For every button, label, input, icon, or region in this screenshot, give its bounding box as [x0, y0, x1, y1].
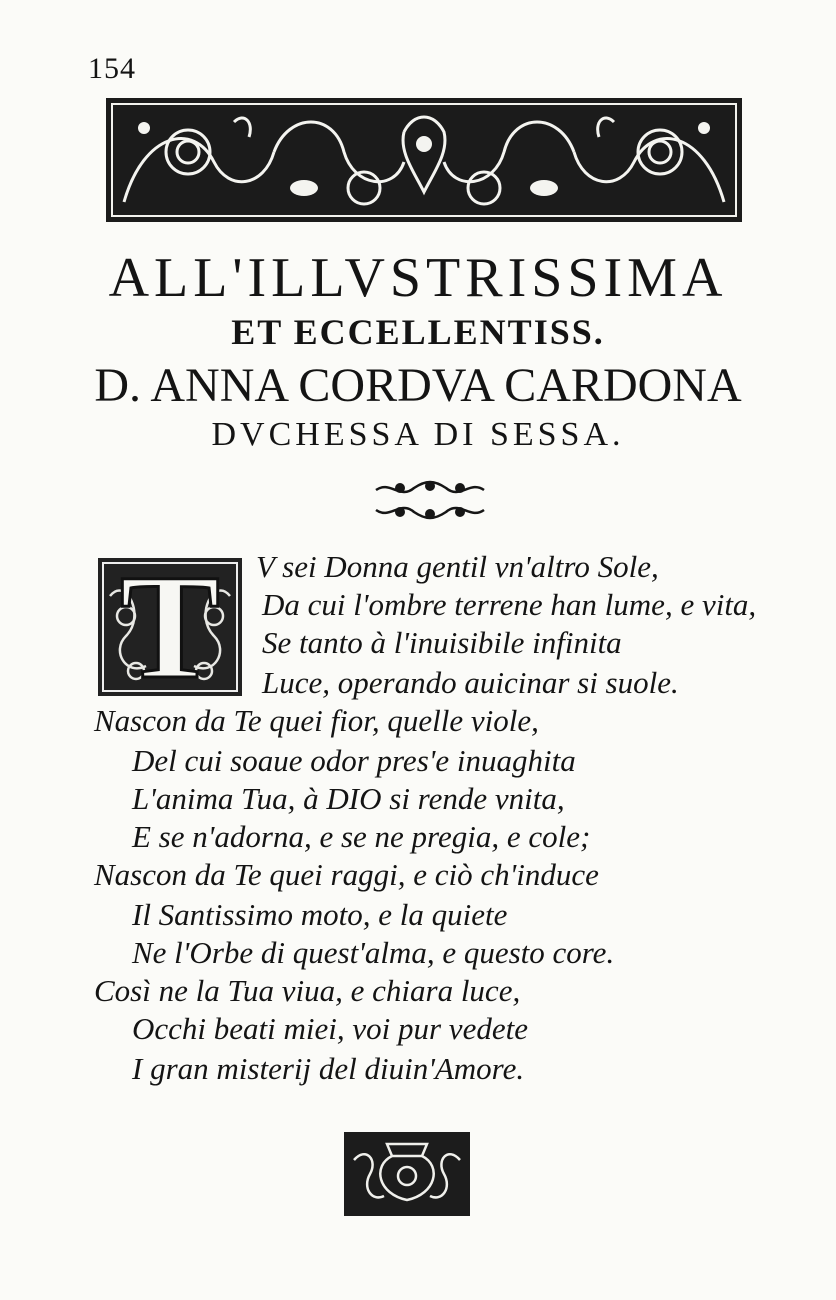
verse-line: V sei Donna gentil vn'altro Sole, — [256, 549, 659, 584]
verse-line: Occhi beati miei, voi pur vedete — [132, 1011, 528, 1046]
verse-line: Luce, operando auicinar si suole. — [262, 665, 679, 700]
fleuron-icon — [370, 476, 490, 522]
drop-cap-letter: T — [119, 544, 221, 710]
decorated-initial — [96, 544, 244, 710]
verse-line: Il Santissimo moto, e la quiete — [132, 897, 508, 932]
verse-line: Così ne la Tua viua, e chiara luce, — [94, 973, 521, 1008]
verse-line: Da cui l'ombre terrene han lume, e vita, — [262, 587, 757, 622]
ornamental-headpiece-icon — [104, 92, 744, 228]
verse-line: E se n'adorna, e se ne pregia, e cole; — [132, 819, 591, 854]
verse-line: L'anima Tua, à DIO si rende vnita, — [132, 781, 565, 816]
heading-line-1: ALL'ILLVSTRISSIMA — [108, 247, 728, 309]
verse-line: Ne l'Orbe di quest'alma, e questo core. — [132, 935, 615, 970]
verse-line: Nascon da Te quei fior, quelle viole, — [94, 703, 539, 738]
verse-line: I gran misterij del diuin'Amore. — [132, 1051, 525, 1086]
verse-line: Se tanto à l'inuisibile infinita — [262, 625, 622, 660]
heading-line-4: DVCHESSA DI SESSA. — [211, 416, 625, 453]
verse-line: Nascon da Te quei raggi, e ciò ch'induce — [94, 857, 599, 892]
tailpiece-vase-icon — [342, 1130, 472, 1218]
heading-line-2: ET ECCELLENTISS. — [231, 312, 605, 352]
heading-line-3: D. ANNA CORDVA CARDONA — [94, 359, 742, 412]
verse-line: Del cui soaue odor pres'e inuaghita — [132, 743, 576, 778]
page-number: 154 — [88, 52, 136, 85]
